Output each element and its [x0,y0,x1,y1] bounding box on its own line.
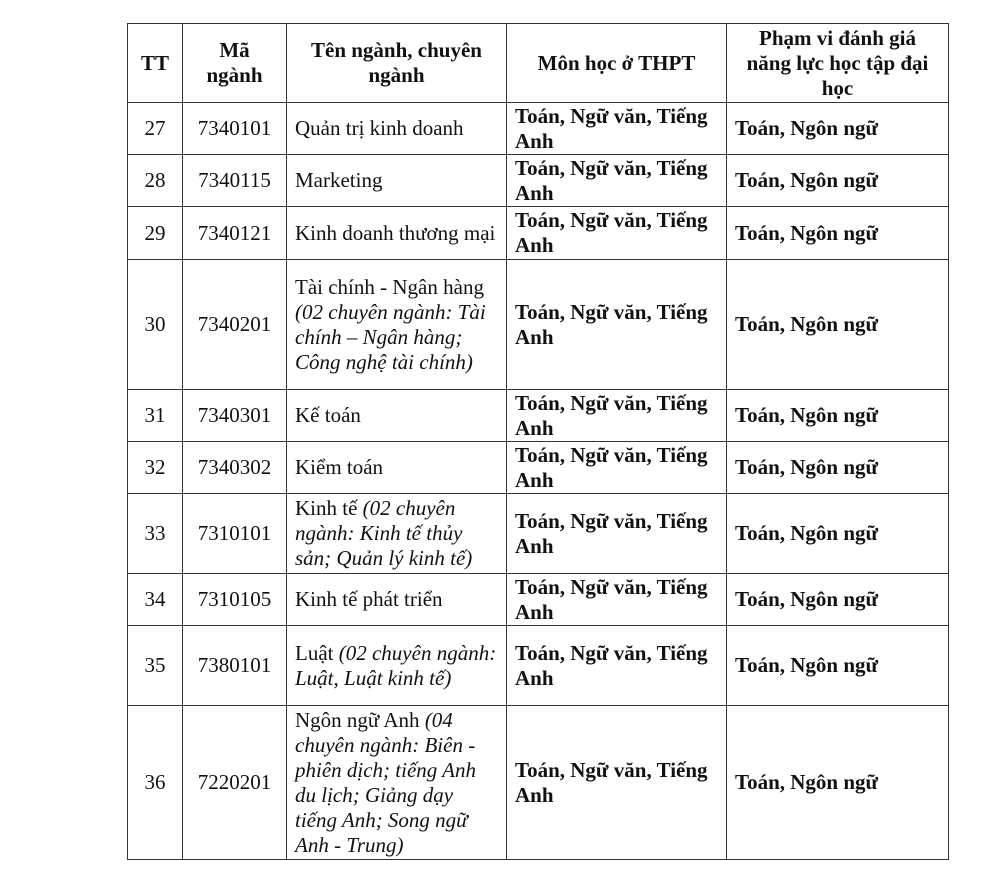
row-eval-scope: Toán, Ngôn ngữ [727,574,949,626]
row-hs-subjects: Toán, Ngữ văn, Tiếng Anh [507,494,727,574]
row-major-code: 7340115 [183,155,287,207]
row-major-name [287,494,507,574]
table-row [128,260,949,390]
table-header-row [128,24,949,103]
major-specializations: (02 chuyên ngành: Luật, Luật kinh tế) [295,640,497,690]
table-row [128,494,949,574]
row-eval-scope: Toán, Ngôn ngữ [727,155,949,207]
row-eval-scope: Toán, Ngôn ngữ [727,207,949,260]
header-tt: TT [128,24,183,103]
row-hs-subjects: Toán, Ngữ văn, Tiếng Anh [507,207,727,260]
table-row [128,706,949,860]
header-eval-scope: Phạm vi đánh giá năng lực học tập đại học [727,24,949,103]
table-row [128,442,949,494]
row-major-code: 7340301 [183,390,287,442]
row-major-name [287,626,507,706]
row-tt: 33 [128,494,183,574]
row-eval-scope: Toán, Ngôn ngữ [727,626,949,706]
row-hs-subjects: Toán, Ngữ văn, Tiếng Anh [507,260,727,390]
major-name-text: Tài chính - Ngân hàng [295,274,484,299]
major-name-text: Quản trị kinh doanh [295,116,464,140]
row-tt: 32 [128,442,183,494]
header-major-name: Tên ngành, chuyên ngành [287,24,507,103]
row-major-code: 7340101 [183,103,287,155]
row-major-code: 7220201 [183,706,287,860]
row-eval-scope: Toán, Ngôn ngữ [727,442,949,494]
row-major-name [287,207,507,260]
table-row [128,574,949,626]
row-tt: 30 [128,260,183,390]
row-major-code: 7340201 [183,260,287,390]
major-name-text: Marketing [295,168,383,192]
major-name-text: Kinh doanh thương mại [295,220,496,245]
row-hs-subjects: Toán, Ngữ văn, Tiếng Anh [507,574,727,626]
row-tt: 35 [128,626,183,706]
row-hs-subjects: Toán, Ngữ văn, Tiếng Anh [507,706,727,860]
row-major-name [287,103,507,155]
row-eval-scope: Toán, Ngôn ngữ [727,390,949,442]
row-hs-subjects: Toán, Ngữ văn, Tiếng Anh [507,442,727,494]
row-major-name [287,260,507,390]
major-name-text: Kinh tế phát triển [295,587,443,611]
row-hs-subjects: Toán, Ngữ văn, Tiếng Anh [507,103,727,155]
row-major-code: 7340302 [183,442,287,494]
row-major-code: 7380101 [183,626,287,706]
row-eval-scope: Toán, Ngôn ngữ [727,260,949,390]
header-hs-subjects: Môn học ở THPT [507,24,727,103]
major-name-text: Luật [295,640,339,665]
major-name-text: Kinh tế [295,496,363,520]
major-name-text: Kiểm toán [295,455,384,479]
row-major-code: 7310101 [183,494,287,574]
major-specializations: (02 chuyên ngành: Kinh tế thủy sản; Quản lý kinh tế) [295,496,473,570]
table-row [128,155,949,207]
table-row [128,103,949,155]
row-tt: 27 [128,103,183,155]
row-major-name [287,442,507,494]
row-hs-subjects: Toán, Ngữ văn, Tiếng Anh [507,155,727,207]
row-major-name [287,155,507,207]
table-row [128,390,949,442]
major-name-text: Kế toán [295,403,361,427]
row-eval-scope: Toán, Ngôn ngữ [727,706,949,860]
row-tt: 34 [128,574,183,626]
major-specializations: (04 chuyên ngành: Biên - phiên dịch; tiếng Anh du lịch; Giảng dạy tiếng Anh; Song ngữ Anh - Trung) [295,707,476,857]
table-row [128,207,949,260]
row-tt: 28 [128,155,183,207]
header-major-code: Mã ngành [183,24,287,103]
row-hs-subjects: Toán, Ngữ văn, Tiếng Anh [507,626,727,706]
major-name-text: Ngôn ngữ Anh [295,707,425,732]
row-eval-scope: Toán, Ngôn ngữ [727,494,949,574]
row-hs-subjects: Toán, Ngữ văn, Tiếng Anh [507,390,727,442]
row-tt: 29 [128,207,183,260]
table-row [128,626,949,706]
majors-table [127,23,949,860]
row-major-name [287,706,507,860]
row-major-name [287,390,507,442]
row-major-code: 7310105 [183,574,287,626]
row-eval-scope: Toán, Ngôn ngữ [727,103,949,155]
row-major-name [287,574,507,626]
row-tt: 36 [128,706,183,860]
row-major-code: 7340121 [183,207,287,260]
major-specializations: (02 chuyên ngành: Tài chính – Ngân hàng; Công nghệ tài chính) [295,299,486,374]
row-tt: 31 [128,390,183,442]
